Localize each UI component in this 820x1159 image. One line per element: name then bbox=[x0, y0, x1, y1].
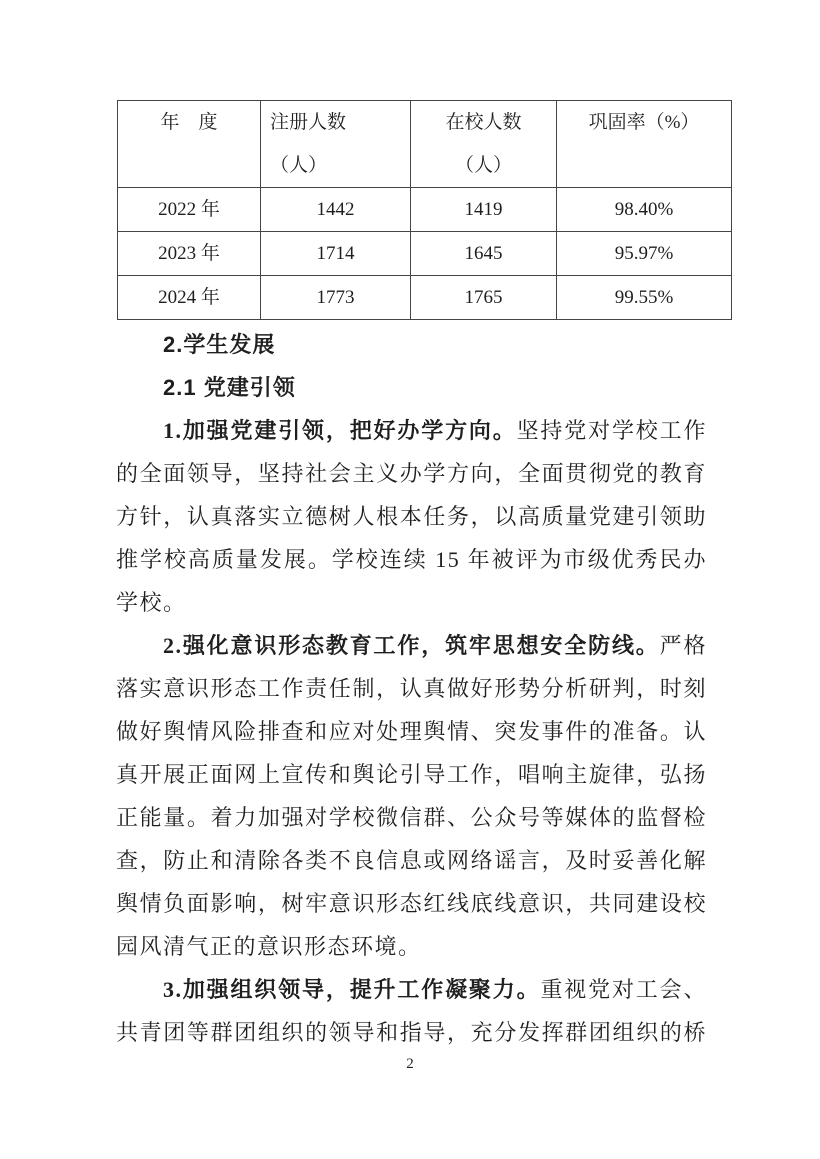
col-header-registered-label: 注册人数 bbox=[270, 112, 347, 133]
paragraph-lead: 1.加强党建引领，把好办学方向。 bbox=[163, 418, 517, 443]
paragraph-lead: 3.加强组织领导，提升工作凝聚力。 bbox=[163, 977, 541, 1002]
cell-retention: 95.97% bbox=[557, 232, 732, 276]
table-header-row bbox=[118, 101, 732, 188]
paragraph-organization bbox=[116, 968, 707, 1054]
col-header-registered-unit: （人） bbox=[270, 155, 328, 176]
cell-registered: 1773 bbox=[261, 276, 411, 320]
table-row bbox=[118, 188, 732, 232]
paragraph-lead: 2.强化意识形态教育工作，筑牢思想安全防线。 bbox=[163, 633, 660, 658]
col-header-enrolled-unit: （人） bbox=[454, 155, 512, 176]
paragraph-text: 坚持党对学校工作的全面领导，坚持社会主义办学方向，全面贯彻党的教育方针，认真落实立德树人根本任务，以高质量党建引领助推学校高质量发展。学校连续 15 年被评为市级优秀民办学校。 bbox=[116, 418, 707, 615]
cell-registered: 1714 bbox=[261, 232, 411, 276]
cell-year: 2022 年 bbox=[118, 188, 261, 232]
col-header-enrolled bbox=[411, 101, 557, 188]
cell-enrolled: 1645 bbox=[411, 232, 557, 276]
table-row bbox=[118, 276, 732, 320]
cell-enrolled: 1765 bbox=[411, 276, 557, 320]
paragraph-ideology bbox=[116, 624, 707, 968]
cell-retention: 98.40% bbox=[557, 188, 732, 232]
paragraph-text: 重视党对工会、共青团等群团组织的领导和指导，充分发挥群团组织的桥 bbox=[116, 977, 707, 1045]
col-header-registered bbox=[261, 101, 411, 188]
col-header-enrolled-label: 在校人数 bbox=[445, 112, 522, 133]
col-header-retention-label: 巩固率（%） bbox=[588, 112, 700, 133]
cell-retention: 99.55% bbox=[557, 276, 732, 320]
cell-enrolled: 1419 bbox=[411, 188, 557, 232]
table-row bbox=[118, 232, 732, 276]
document-body bbox=[116, 323, 707, 1054]
section-heading: 2.学生发展 bbox=[163, 332, 276, 357]
paragraph-text: 严格落实意识形态工作责任制，认真做好形势分析研判，时刻做好舆情风险排查和应对处理舆情、突发事件的准备。认真开展正面网上宣传和舆论引导工作，唱响主旋律，弘扬正能量。着力加强对学校微信群、公众号等媒体的监督检查，防止和清除各类不良信息或网络谣言，及时妥善化解舆情负面影响，树牢意识形态红线底线意识，共同建设校园风清气正的意识形态环境。 bbox=[116, 633, 707, 959]
col-header-year-label: 年 度 bbox=[160, 112, 218, 133]
page-number: 2 bbox=[406, 1056, 414, 1072]
col-header-retention bbox=[557, 101, 732, 188]
cell-year: 2023 年 bbox=[118, 232, 261, 276]
col-header-year bbox=[118, 101, 261, 188]
enrollment-table bbox=[117, 100, 732, 320]
cell-year: 2024 年 bbox=[118, 276, 261, 320]
cell-registered: 1442 bbox=[261, 188, 411, 232]
subsection-heading: 2.1 党建引领 bbox=[163, 375, 296, 400]
paragraph-party-building bbox=[116, 409, 707, 624]
